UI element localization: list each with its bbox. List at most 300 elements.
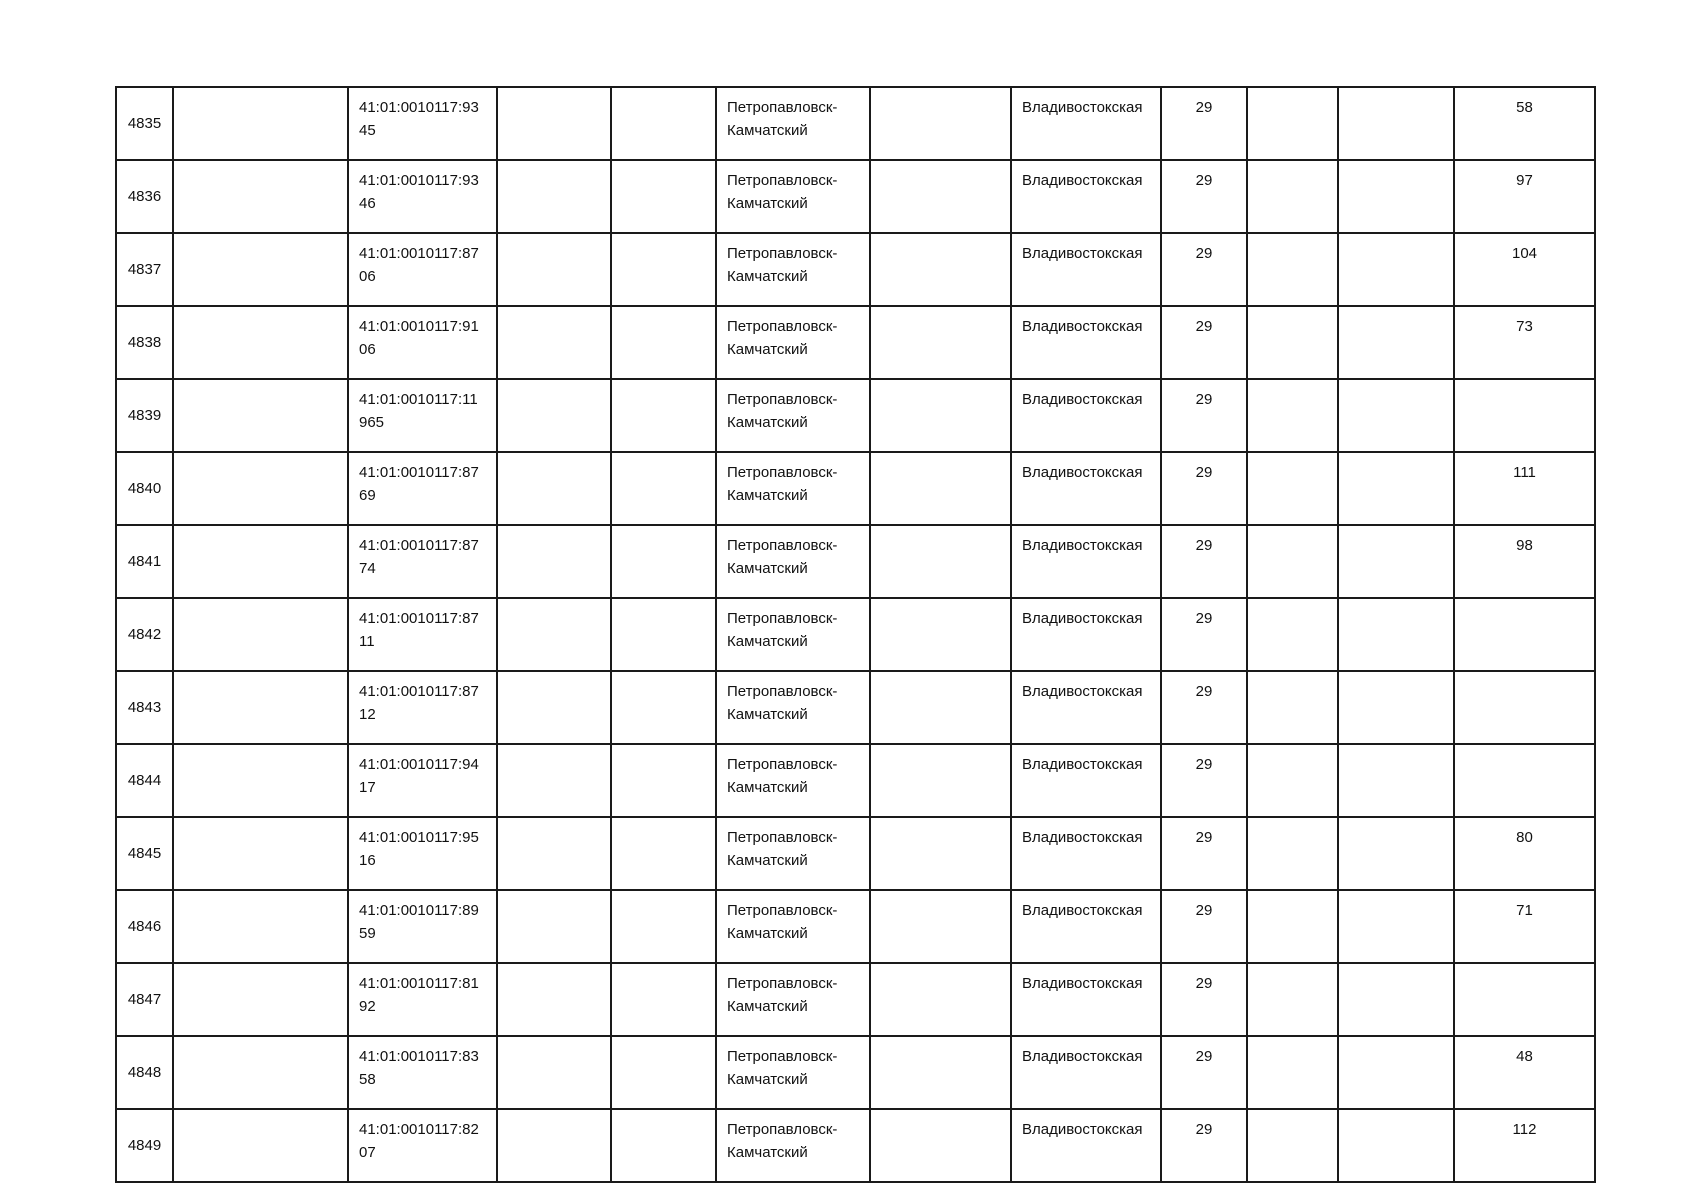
empty-cell (1247, 452, 1338, 525)
cadastral-number-line-2: 965 (359, 414, 385, 431)
city-cell (716, 744, 870, 817)
empty-cell (173, 525, 348, 598)
table-row (116, 160, 1595, 233)
house-number: 29 (1195, 391, 1213, 408)
empty-cell (1338, 87, 1454, 160)
street-cell (1011, 452, 1161, 525)
cadastral-number-line-2: 12 (359, 706, 376, 723)
area-cell (1454, 598, 1595, 671)
cadastral-number-cell (348, 525, 497, 598)
street-name: Владивостокская (1022, 464, 1143, 481)
city-cell (716, 160, 870, 233)
empty-cell (173, 233, 348, 306)
house-number: 29 (1195, 902, 1213, 919)
city-line-1: Петропавловск- (727, 902, 838, 919)
empty-cell (611, 744, 716, 817)
city-line-1: Петропавловск- (727, 683, 838, 700)
record-number: 4837 (127, 261, 162, 278)
house-number-cell (1161, 817, 1247, 890)
house-number: 29 (1195, 99, 1213, 116)
cadastral-number-line-1: 41:01:0010117:89 (359, 902, 479, 919)
empty-cell (1247, 87, 1338, 160)
table-row (116, 1109, 1595, 1182)
cadastral-number-line-1: 41:01:0010117:87 (359, 245, 479, 262)
empty-cell (870, 87, 1011, 160)
empty-cell (497, 233, 611, 306)
empty-cell (497, 744, 611, 817)
record-number: 4848 (127, 1064, 162, 1081)
cadastral-number-cell (348, 1036, 497, 1109)
property-registry-table (115, 86, 1596, 1183)
street-name: Владивостокская (1022, 683, 1143, 700)
empty-cell (1338, 1109, 1454, 1182)
street-cell (1011, 890, 1161, 963)
street-cell (1011, 160, 1161, 233)
street-cell (1011, 598, 1161, 671)
empty-cell (1247, 744, 1338, 817)
table-row (116, 452, 1595, 525)
empty-cell (497, 306, 611, 379)
empty-cell (173, 1036, 348, 1109)
record-number-cell (116, 452, 173, 525)
record-number: 4838 (127, 334, 162, 351)
house-number: 29 (1195, 245, 1213, 262)
table-row (116, 963, 1595, 1036)
cadastral-number-line-1: 41:01:0010117:87 (359, 537, 479, 554)
cadastral-number-cell (348, 1109, 497, 1182)
house-number: 29 (1195, 1121, 1213, 1138)
empty-cell (173, 890, 348, 963)
empty-cell (497, 87, 611, 160)
record-number-cell (116, 963, 173, 1036)
city-cell (716, 671, 870, 744)
street-cell (1011, 87, 1161, 160)
record-number: 4836 (127, 188, 162, 205)
record-number: 4840 (127, 480, 162, 497)
area-cell (1454, 817, 1595, 890)
city-line-2: Камчатский (727, 341, 808, 358)
area-value: 73 (1516, 318, 1533, 335)
area-cell (1454, 671, 1595, 744)
empty-cell (1247, 671, 1338, 744)
cadastral-number-line-2: 59 (359, 925, 376, 942)
street-cell (1011, 817, 1161, 890)
empty-cell (173, 87, 348, 160)
city-cell (716, 379, 870, 452)
empty-cell (611, 598, 716, 671)
empty-cell (611, 233, 716, 306)
empty-cell (870, 525, 1011, 598)
cadastral-number-line-2: 11 (359, 633, 375, 650)
record-number: 4843 (127, 699, 162, 716)
cadastral-number-line-2: 58 (359, 1071, 376, 1088)
area-cell (1454, 890, 1595, 963)
cadastral-number-line-1: 41:01:0010117:87 (359, 683, 479, 700)
cadastral-number-line-1: 41:01:0010117:87 (359, 464, 479, 481)
house-number: 29 (1195, 537, 1213, 554)
cadastral-number-line-1: 41:01:0010117:93 (359, 99, 479, 116)
city-line-1: Петропавловск- (727, 464, 838, 481)
city-line-2: Камчатский (727, 1144, 808, 1161)
area-cell (1454, 1109, 1595, 1182)
area-cell (1454, 1036, 1595, 1109)
area-value: 98 (1516, 537, 1533, 554)
empty-cell (1338, 744, 1454, 817)
area-value: 80 (1516, 829, 1533, 846)
record-number: 4846 (127, 918, 162, 935)
city-line-2: Камчатский (727, 268, 808, 285)
record-number-cell (116, 87, 173, 160)
city-line-1: Петропавловск- (727, 610, 838, 627)
house-number-cell (1161, 452, 1247, 525)
house-number-cell (1161, 379, 1247, 452)
empty-cell (173, 306, 348, 379)
city-cell (716, 1109, 870, 1182)
record-number-cell (116, 379, 173, 452)
city-line-2: Камчатский (727, 195, 808, 212)
cadastral-number-line-2: 74 (359, 560, 376, 577)
street-name: Владивостокская (1022, 99, 1143, 116)
empty-cell (611, 1109, 716, 1182)
cadastral-number-cell (348, 890, 497, 963)
city-cell (716, 890, 870, 963)
empty-cell (1247, 525, 1338, 598)
record-number-cell (116, 598, 173, 671)
cadastral-number-line-2: 17 (359, 779, 376, 796)
empty-cell (611, 306, 716, 379)
city-line-2: Камчатский (727, 779, 808, 796)
empty-cell (497, 1036, 611, 1109)
house-number-cell (1161, 87, 1247, 160)
city-cell (716, 598, 870, 671)
street-name: Владивостокская (1022, 610, 1143, 627)
record-number: 4845 (127, 845, 162, 862)
house-number: 29 (1195, 829, 1213, 846)
empty-cell (173, 1109, 348, 1182)
empty-cell (1247, 1036, 1338, 1109)
city-line-1: Петропавловск- (727, 318, 838, 335)
empty-cell (173, 817, 348, 890)
cadastral-number-cell (348, 160, 497, 233)
record-number-cell (116, 306, 173, 379)
empty-cell (173, 744, 348, 817)
record-number: 4847 (127, 991, 162, 1008)
area-cell (1454, 379, 1595, 452)
city-cell (716, 87, 870, 160)
street-name: Владивостокская (1022, 245, 1143, 262)
area-cell (1454, 525, 1595, 598)
cadastral-number-line-1: 41:01:0010117:93 (359, 172, 479, 189)
street-name: Владивостокская (1022, 537, 1143, 554)
empty-cell (173, 160, 348, 233)
area-cell (1454, 744, 1595, 817)
cadastral-number-cell (348, 671, 497, 744)
area-cell (1454, 306, 1595, 379)
area-cell (1454, 233, 1595, 306)
street-name: Владивостокская (1022, 1048, 1143, 1065)
city-line-2: Камчатский (727, 487, 808, 504)
empty-cell (1247, 963, 1338, 1036)
cadastral-number-line-2: 92 (359, 998, 376, 1015)
table-row (116, 306, 1595, 379)
house-number-cell (1161, 890, 1247, 963)
empty-cell (870, 744, 1011, 817)
street-name: Владивостокская (1022, 172, 1143, 189)
city-line-1: Петропавловск- (727, 99, 838, 116)
cadastral-number-line-2: 06 (359, 341, 376, 358)
city-line-2: Камчатский (727, 706, 808, 723)
empty-cell (1247, 598, 1338, 671)
empty-cell (1338, 379, 1454, 452)
record-number: 4842 (127, 626, 162, 643)
empty-cell (870, 963, 1011, 1036)
cadastral-number-line-1: 41:01:0010117:94 (359, 756, 479, 773)
table-row (116, 744, 1595, 817)
city-cell (716, 233, 870, 306)
city-line-1: Петропавловск- (727, 1121, 838, 1138)
empty-cell (870, 598, 1011, 671)
empty-cell (870, 817, 1011, 890)
city-line-2: Камчатский (727, 998, 808, 1015)
empty-cell (1247, 306, 1338, 379)
table-row (116, 233, 1595, 306)
house-number: 29 (1195, 1048, 1213, 1065)
empty-cell (1338, 233, 1454, 306)
house-number-cell (1161, 306, 1247, 379)
empty-cell (1338, 671, 1454, 744)
city-line-1: Петропавловск- (727, 756, 838, 773)
cadastral-number-cell (348, 963, 497, 1036)
house-number-cell (1161, 598, 1247, 671)
cadastral-number-cell (348, 598, 497, 671)
area-cell (1454, 963, 1595, 1036)
house-number-cell (1161, 233, 1247, 306)
empty-cell (497, 452, 611, 525)
house-number: 29 (1195, 975, 1213, 992)
city-line-2: Камчатский (727, 414, 808, 431)
cadastral-number-line-1: 41:01:0010117:91 (359, 318, 479, 335)
empty-cell (1247, 233, 1338, 306)
empty-cell (611, 671, 716, 744)
empty-cell (870, 306, 1011, 379)
cadastral-number-cell (348, 817, 497, 890)
cadastral-number-line-1: 41:01:0010117:81 (359, 975, 479, 992)
empty-cell (173, 452, 348, 525)
empty-cell (497, 817, 611, 890)
empty-cell (173, 379, 348, 452)
cadastral-number-cell (348, 233, 497, 306)
empty-cell (497, 525, 611, 598)
city-line-2: Камчатский (727, 560, 808, 577)
empty-cell (870, 1036, 1011, 1109)
empty-cell (1247, 817, 1338, 890)
cadastral-number-line-1: 41:01:0010117:82 (359, 1121, 479, 1138)
house-number-cell (1161, 671, 1247, 744)
city-line-1: Петропавловск- (727, 172, 838, 189)
empty-cell (611, 1036, 716, 1109)
cadastral-number-line-2: 07 (359, 1144, 376, 1161)
empty-cell (611, 525, 716, 598)
city-line-2: Камчатский (727, 122, 808, 139)
empty-cell (173, 963, 348, 1036)
city-line-2: Камчатский (727, 925, 808, 942)
city-line-2: Камчатский (727, 1071, 808, 1088)
empty-cell (611, 160, 716, 233)
house-number-cell (1161, 525, 1247, 598)
empty-cell (173, 671, 348, 744)
empty-cell (497, 598, 611, 671)
empty-cell (611, 963, 716, 1036)
area-cell (1454, 160, 1595, 233)
record-number: 4839 (127, 407, 162, 424)
street-name: Владивостокская (1022, 829, 1143, 846)
empty-cell (1247, 1109, 1338, 1182)
empty-cell (1338, 890, 1454, 963)
record-number-cell (116, 890, 173, 963)
house-number: 29 (1195, 172, 1213, 189)
area-value: 97 (1516, 172, 1533, 189)
empty-cell (1338, 306, 1454, 379)
empty-cell (1338, 1036, 1454, 1109)
city-cell (716, 452, 870, 525)
house-number-cell (1161, 963, 1247, 1036)
cadastral-number-cell (348, 379, 497, 452)
empty-cell (870, 1109, 1011, 1182)
cadastral-number-line-1: 41:01:0010117:83 (359, 1048, 479, 1065)
table-row (116, 379, 1595, 452)
table-row (116, 671, 1595, 744)
city-cell (716, 1036, 870, 1109)
empty-cell (173, 598, 348, 671)
empty-cell (497, 1109, 611, 1182)
record-number: 4841 (127, 553, 162, 570)
empty-cell (870, 671, 1011, 744)
city-line-2: Камчатский (727, 852, 808, 869)
city-cell (716, 817, 870, 890)
empty-cell (870, 890, 1011, 963)
record-number-cell (116, 233, 173, 306)
cadastral-number-line-2: 69 (359, 487, 376, 504)
empty-cell (1247, 379, 1338, 452)
area-value: 111 (1513, 464, 1536, 481)
street-cell (1011, 233, 1161, 306)
record-number: 4849 (127, 1137, 162, 1154)
area-value: 112 (1512, 1121, 1537, 1138)
cadastral-number-cell (348, 87, 497, 160)
area-cell (1454, 87, 1595, 160)
street-name: Владивостокская (1022, 318, 1143, 335)
cadastral-number-cell (348, 744, 497, 817)
cadastral-number-line-1: 41:01:0010117:87 (359, 610, 479, 627)
empty-cell (497, 671, 611, 744)
city-line-1: Петропавловск- (727, 829, 838, 846)
street-name: Владивостокская (1022, 756, 1143, 773)
cadastral-number-line-1: 41:01:0010117:95 (359, 829, 479, 846)
street-name: Владивостокская (1022, 1121, 1143, 1138)
record-number: 4835 (127, 115, 162, 132)
empty-cell (1247, 890, 1338, 963)
table-body (116, 87, 1595, 1182)
house-number: 29 (1195, 318, 1213, 335)
empty-cell (497, 160, 611, 233)
city-line-1: Петропавловск- (727, 1048, 838, 1065)
street-cell (1011, 744, 1161, 817)
city-cell (716, 525, 870, 598)
empty-cell (611, 379, 716, 452)
area-value: 104 (1511, 245, 1538, 262)
empty-cell (1338, 817, 1454, 890)
city-cell (716, 963, 870, 1036)
city-line-1: Петропавловск- (727, 391, 838, 408)
street-name: Владивостокская (1022, 391, 1143, 408)
cadastral-number-line-2: 46 (359, 195, 376, 212)
empty-cell (1338, 963, 1454, 1036)
house-number: 29 (1195, 610, 1213, 627)
cadastral-number-line-1: 41:01:0010117:11 (359, 391, 478, 408)
record-number-cell (116, 525, 173, 598)
street-cell (1011, 671, 1161, 744)
street-cell (1011, 306, 1161, 379)
house-number-cell (1161, 1109, 1247, 1182)
area-value: 58 (1516, 99, 1533, 116)
cadastral-number-line-2: 45 (359, 122, 376, 139)
street-cell (1011, 525, 1161, 598)
house-number-cell (1161, 744, 1247, 817)
cadastral-number-line-2: 16 (359, 852, 376, 869)
table-row (116, 87, 1595, 160)
area-value: 48 (1516, 1048, 1533, 1065)
empty-cell (1338, 525, 1454, 598)
city-line-2: Камчатский (727, 633, 808, 650)
area-cell (1454, 452, 1595, 525)
record-number-cell (116, 1036, 173, 1109)
record-number-cell (116, 817, 173, 890)
empty-cell (1338, 598, 1454, 671)
cadastral-number-line-2: 06 (359, 268, 376, 285)
empty-cell (1338, 452, 1454, 525)
street-cell (1011, 379, 1161, 452)
house-number: 29 (1195, 464, 1213, 481)
house-number-cell (1161, 160, 1247, 233)
city-line-1: Петропавловск- (727, 245, 838, 262)
street-name: Владивостокская (1022, 902, 1143, 919)
house-number: 29 (1195, 756, 1213, 773)
city-line-1: Петропавловск- (727, 975, 838, 992)
table-row (116, 817, 1595, 890)
table-row (116, 525, 1595, 598)
empty-cell (1338, 160, 1454, 233)
city-cell (716, 306, 870, 379)
empty-cell (611, 890, 716, 963)
cadastral-number-cell (348, 306, 497, 379)
house-number: 29 (1195, 683, 1213, 700)
empty-cell (497, 890, 611, 963)
empty-cell (497, 379, 611, 452)
empty-cell (870, 379, 1011, 452)
table-row (116, 890, 1595, 963)
house-number-cell (1161, 1036, 1247, 1109)
empty-cell (870, 233, 1011, 306)
empty-cell (1247, 160, 1338, 233)
empty-cell (611, 452, 716, 525)
record-number: 4844 (127, 772, 162, 789)
city-line-1: Петропавловск- (727, 537, 838, 554)
empty-cell (870, 452, 1011, 525)
record-number-cell (116, 160, 173, 233)
table-row (116, 598, 1595, 671)
record-number-cell (116, 671, 173, 744)
record-number-cell (116, 1109, 173, 1182)
